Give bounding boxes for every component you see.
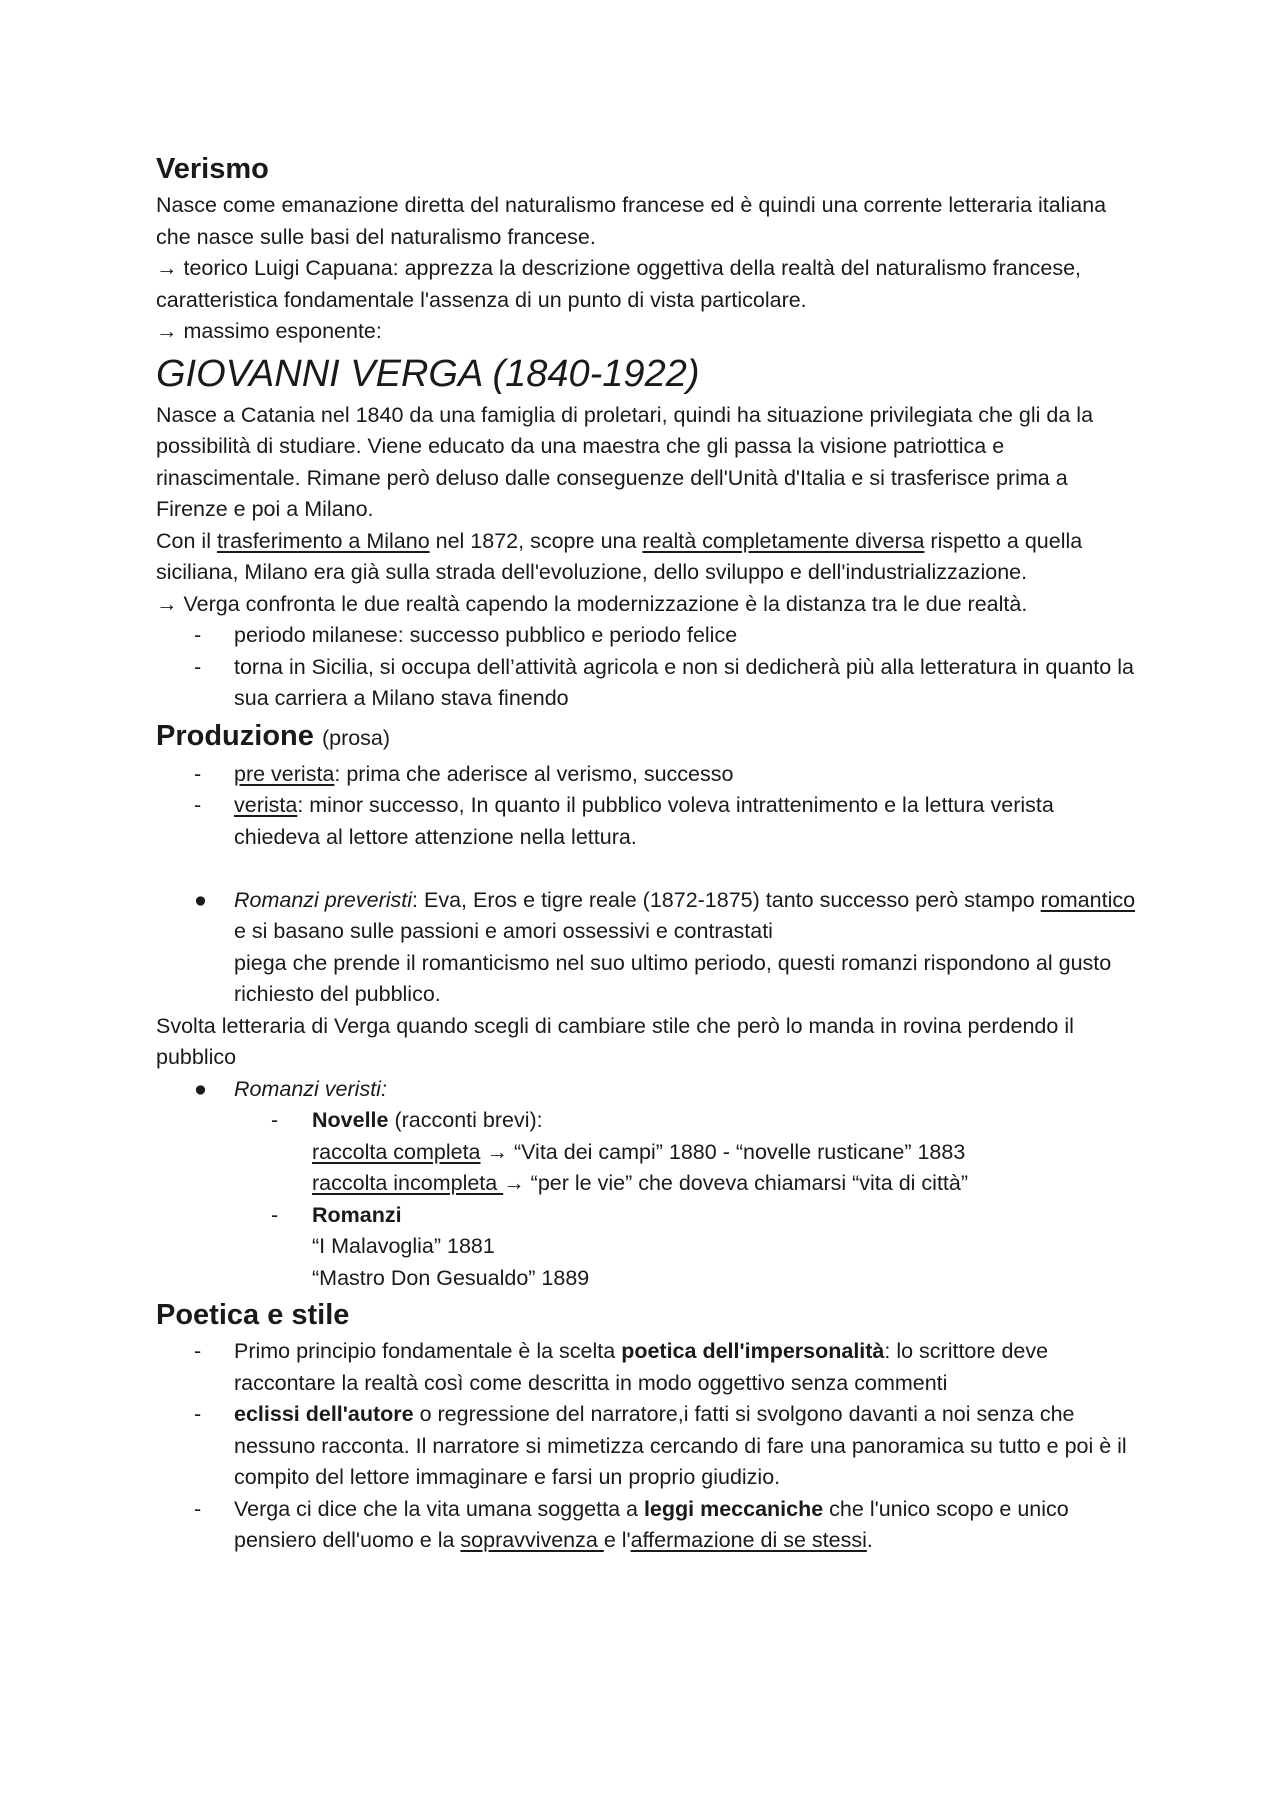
list-item: - Primo principio fondamentale è la scelta poetica dell'impersonalità: lo scrittore deve raccontare la realtà così come descritta in modo oggettivo senza commenti: [156, 1336, 1141, 1399]
dash-marker: -: [194, 761, 202, 786]
dash-marker: -: [194, 623, 202, 647]
dash-marker: -: [271, 1108, 279, 1132]
bullet-item: ● Romanzi preveristi: Eva, Eros e tigre reale (1872-1875) tanto successo però stampo romantico e si basano sulle passioni e amori ossessivi e contrastati piega che prende il romanticismo nel suo ultimo periodo, questi romanzi rispondono al gusto richiesto del pubblico.: [156, 885, 1141, 1011]
paragraph-capuana: → teorico Luigi Capuana: apprezza la descrizione oggettiva della realtà del naturalismo francese, caratteristica fondamentale l'assenza di un punto di vista particolare.: [156, 256, 1082, 312]
paragraph-intro: Nasce come emanazione diretta del naturalismo francese ed è quindi una corrente letteraria italiana che nasce sulle basi del naturalismo francese.: [156, 193, 1107, 249]
dash-marker: -: [194, 654, 202, 679]
list-item: - Novelle (racconti brevi): raccolta completa → “Vita dei campi” 1880 - “novelle rusticane” 1883 raccolta incompleta → “per le vie” che doveva chiamarsi “vita di città”: [156, 1105, 1141, 1200]
heading-poetica: Poetica e stile: [156, 1299, 350, 1331]
bullet-icon: ●: [194, 887, 207, 912]
list-item: - Verga ci dice che la vita umana soggetta a leggi meccaniche che l'unico scopo e unico pensiero dell'uomo e la sopravvivenza e l'affermazione di se stessi.: [156, 1494, 1141, 1557]
bullet-item: ● Romanzi veristi:: [156, 1074, 1141, 1106]
heading-verismo: Verismo: [156, 153, 269, 185]
paragraph-confronta: → Verga confronta le due realtà capendo la modernizzazione è la distanza tra le due realtà.: [156, 591, 1028, 616]
dash-marker: -: [194, 1402, 202, 1426]
dash-marker: -: [194, 1339, 202, 1363]
list-item: - verista: minor successo, In quanto il pubblico voleva intrattenimento e la lettura verista chiedeva al lettore attenzione nella lettura.: [156, 790, 1141, 853]
dash-marker: -: [194, 793, 202, 817]
paragraph-svolta: Svolta letteraria di Verga quando scegli di cambiare stile che però lo manda in rovina perdendo il pubblico: [156, 1013, 1074, 1069]
underline-trasferimento: trasferimento a Milano: [216, 528, 430, 553]
document-body: [156, 148, 1141, 1557]
paragraph-bio: Nasce a Catania nel 1840 da una famiglia di proletari, quindi ha situazione privilegiata che gli da la possibilità di studiare. Viene educato da una maestra che gli passa la visione patriottica e rinascimentale. Rimane però deluso dalle conseguenze dell'Unità d'Italia e si trasferisce prima a Firenze e poi a Milano.: [156, 402, 1094, 521]
heading-produzione: Produzione (prosa): [156, 719, 391, 752]
arrow-icon: →: [156, 319, 178, 343]
arrow-icon: →: [156, 591, 178, 616]
heading-giovanni-verga: GIOVANNI VERGA (1840-1922): [156, 352, 700, 395]
dash-marker: -: [271, 1202, 279, 1227]
dash-marker: -: [194, 1496, 202, 1521]
list-item: - Romanzi “I Malavoglia” 1881 “Mastro Don Gesualdo” 1889: [156, 1200, 1141, 1295]
arrow-icon: →: [156, 256, 178, 280]
paragraph-esponente: → massimo esponente:: [156, 319, 382, 343]
spacer: [156, 853, 1141, 885]
list-item: - periodo milanese: successo pubblico e periodo felice: [156, 620, 1141, 652]
list-item: - eclissi dell'autore o regressione del narratore,i fatti si svolgono davanti a noi senza che nessuno racconta. Il narratore si mimetizza cercando di fare una panoramica su tutto e poi è il compito del lettore immaginare e farsi un proprio giudizio.: [156, 1399, 1141, 1494]
paragraph-milano: Con il trasferimento a Milano nel 1872, scopre una realtà completamente diversa rispetto a quella siciliana, Milano era già sulla strada dell'evoluzione, dello sviluppo e dell'industrializzazione.: [156, 528, 1083, 584]
bullet-icon: ●: [194, 1076, 207, 1101]
list-item: - torna in Sicilia, si occupa dell’attività agricola e non si dedicherà più alla letteratura in quanto la sua carriera a Milano stava finendo: [156, 652, 1141, 715]
underline-realta: realtà completamente diversa: [642, 528, 925, 553]
list-item: - pre verista: prima che aderisce al verismo, successo: [156, 759, 1141, 791]
heading-subtitle: (prosa): [321, 725, 391, 750]
